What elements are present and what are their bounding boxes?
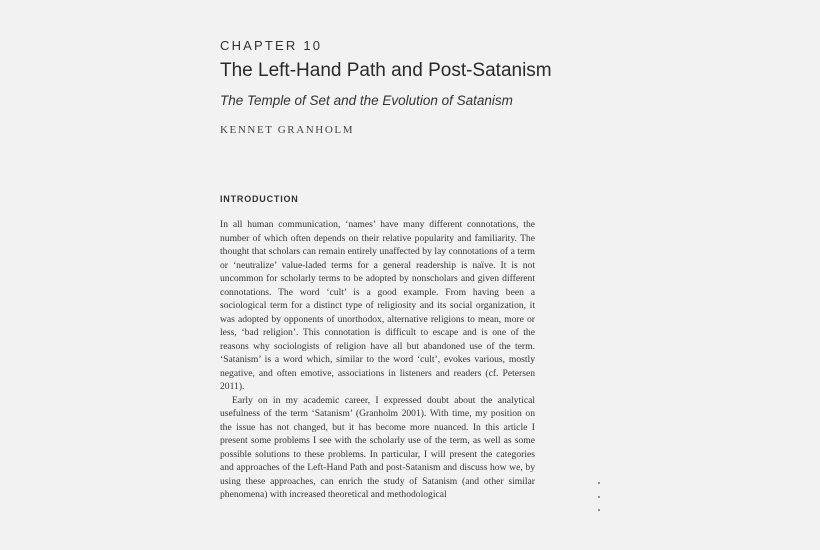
- chapter-subtitle: The Temple of Set and the Evolution of Satanism: [220, 93, 513, 108]
- author-name: KENNET GRANHOLM: [220, 124, 355, 136]
- section-heading: INTRODUCTION: [220, 194, 299, 204]
- paragraph: Early on in my academic career, I expressed doubt about the analytical usefulness of the term ‘Satanism’ (Granholm 2001). With time, my position on the issue has not changed, but it has become more nuanced. In this article I present some problems I see with the scholarly use of the term, as well as some possible solutions to these problems. In particular, I will present the categories and approaches of the Left-Hand Path and post-Satanism and discuss how we, by using these approaches, can enrich the study of Satanism (and other similar phenomena) with increased theoretical and methodological: [220, 394, 535, 500]
- chapter-title: The Left-Hand Path and Post-Satanism: [220, 60, 552, 81]
- margin-dot: [598, 496, 600, 498]
- margin-dot: [598, 509, 600, 511]
- paragraph: In all human communication, ‘names’ have many different connotations, the number of which often depends on their relative popularity and familiarity. The thought that scholars can remain entirely unaffected by lay connotations of a term or ‘neutralize’ value-laded terms for a general readership is naïve. It is not uncommon for scholarly terms to be adopted by nonscholars and given different connotations. The word ‘cult’ is a good example. From having been a sociological term for a distinct type of religiosity and its social organization, it was adopted by opponents of unorthodox, alternative religions to mean, more or less, ‘bad religion’. This connotation is difficult to escape and is one of the reasons why sociologists of religion have all but abandoned use of the term. ‘Satanism’ is a word which, similar to the word ‘cult’, evokes various, mostly negative, and often emotive, associations in listeners and readers (cf. Petersen 2011).: [220, 219, 535, 392]
- body-text: [220, 218, 535, 502]
- chapter-label: CHAPTER 10: [220, 38, 323, 53]
- margin-dot: [598, 482, 600, 484]
